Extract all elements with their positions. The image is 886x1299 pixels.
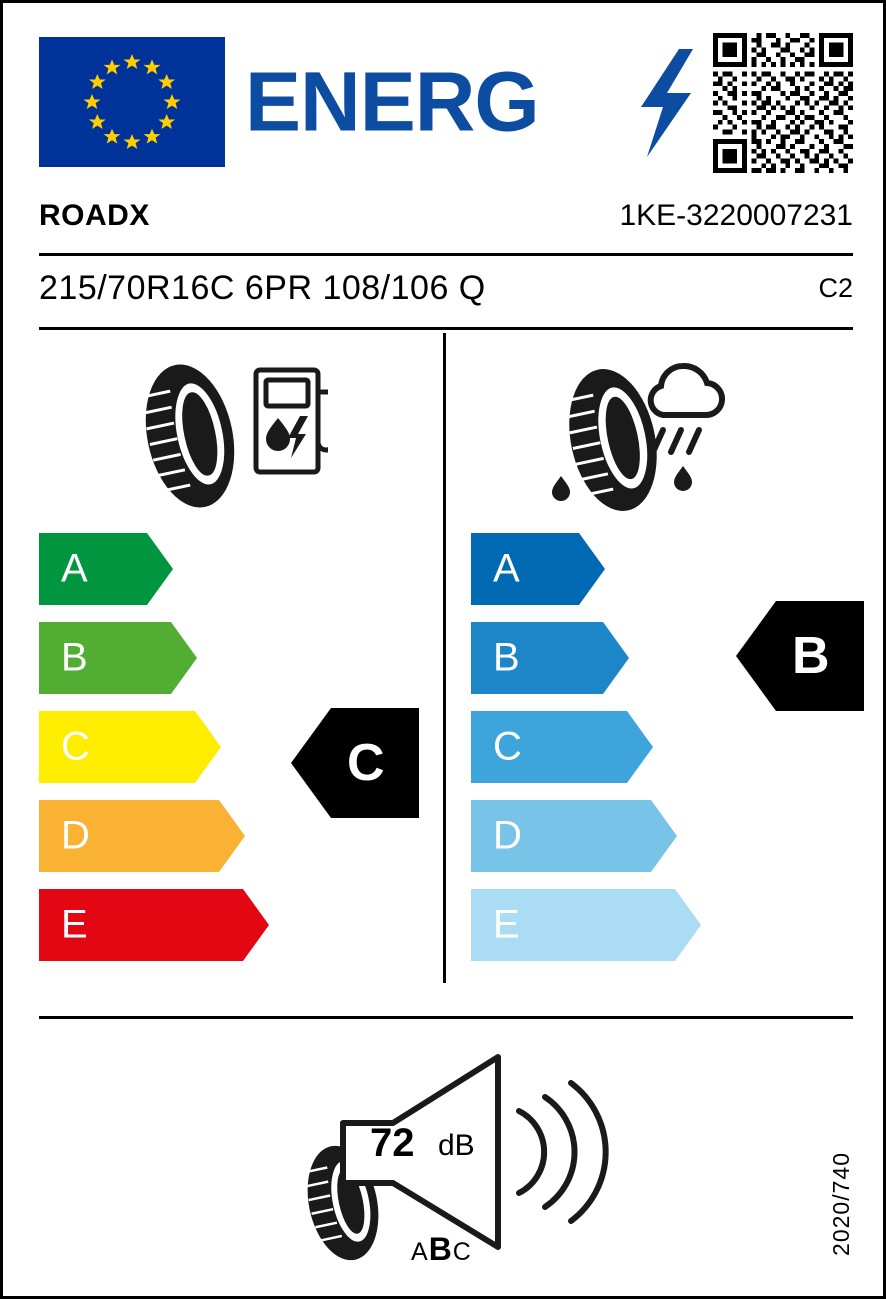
wet-grip-result — [736, 601, 864, 711]
noise-unit: dB — [438, 1129, 475, 1162]
wet-grade-c-label: C — [493, 724, 522, 769]
noise-class-row — [411, 1231, 472, 1268]
wet-grip-result-letter: B — [792, 627, 830, 685]
noise-class-a: A — [411, 1238, 429, 1266]
noise-class-b-selected: B — [428, 1231, 453, 1267]
divider-top — [39, 253, 853, 256]
wet-grade-a-label: A — [493, 546, 520, 591]
wet-grip-icon — [533, 348, 733, 523]
wet-grade-e-label: E — [493, 902, 520, 947]
type-code: 1KE-3220007231 — [619, 199, 853, 232]
noise-section — [283, 1043, 613, 1267]
fuel-grade-b-label: B — [61, 635, 88, 680]
lightning-bolt-icon — [633, 49, 695, 162]
tyre-size-row — [39, 269, 853, 319]
noise-class-c: C — [452, 1238, 472, 1266]
brand-code-row — [39, 199, 853, 253]
fuel-efficiency-icon — [128, 348, 328, 523]
fuel-efficiency-result — [291, 708, 419, 818]
energy-wordmark — [245, 37, 705, 167]
brand-name: ROADX — [39, 199, 150, 232]
fuel-grade-e-label: E — [61, 902, 88, 947]
fuel-efficiency-result-letter: C — [347, 734, 385, 792]
regulation-code: 2020/740 — [828, 1152, 854, 1256]
tyre-size: 215/70R16C 6PR 108/106 Q — [39, 269, 486, 307]
divider-noise — [39, 1016, 853, 1019]
tyre-class: C2 — [818, 273, 853, 303]
fuel-grade-d-label: D — [61, 813, 90, 858]
wet-grade-d-label: D — [493, 813, 522, 858]
divider-size — [39, 327, 853, 330]
fuel-grade-c-label: C — [61, 724, 90, 769]
wet-grade-b-label: B — [493, 635, 520, 680]
noise-value: 72 — [370, 1121, 415, 1165]
divider-vertical — [443, 333, 446, 983]
energy-wordmark-text: ENERG — [245, 54, 539, 149]
fuel-grade-a-label: A — [61, 546, 88, 591]
label-header — [39, 33, 853, 173]
qr-code-icon — [713, 33, 853, 173]
eu-flag-icon — [39, 37, 225, 167]
